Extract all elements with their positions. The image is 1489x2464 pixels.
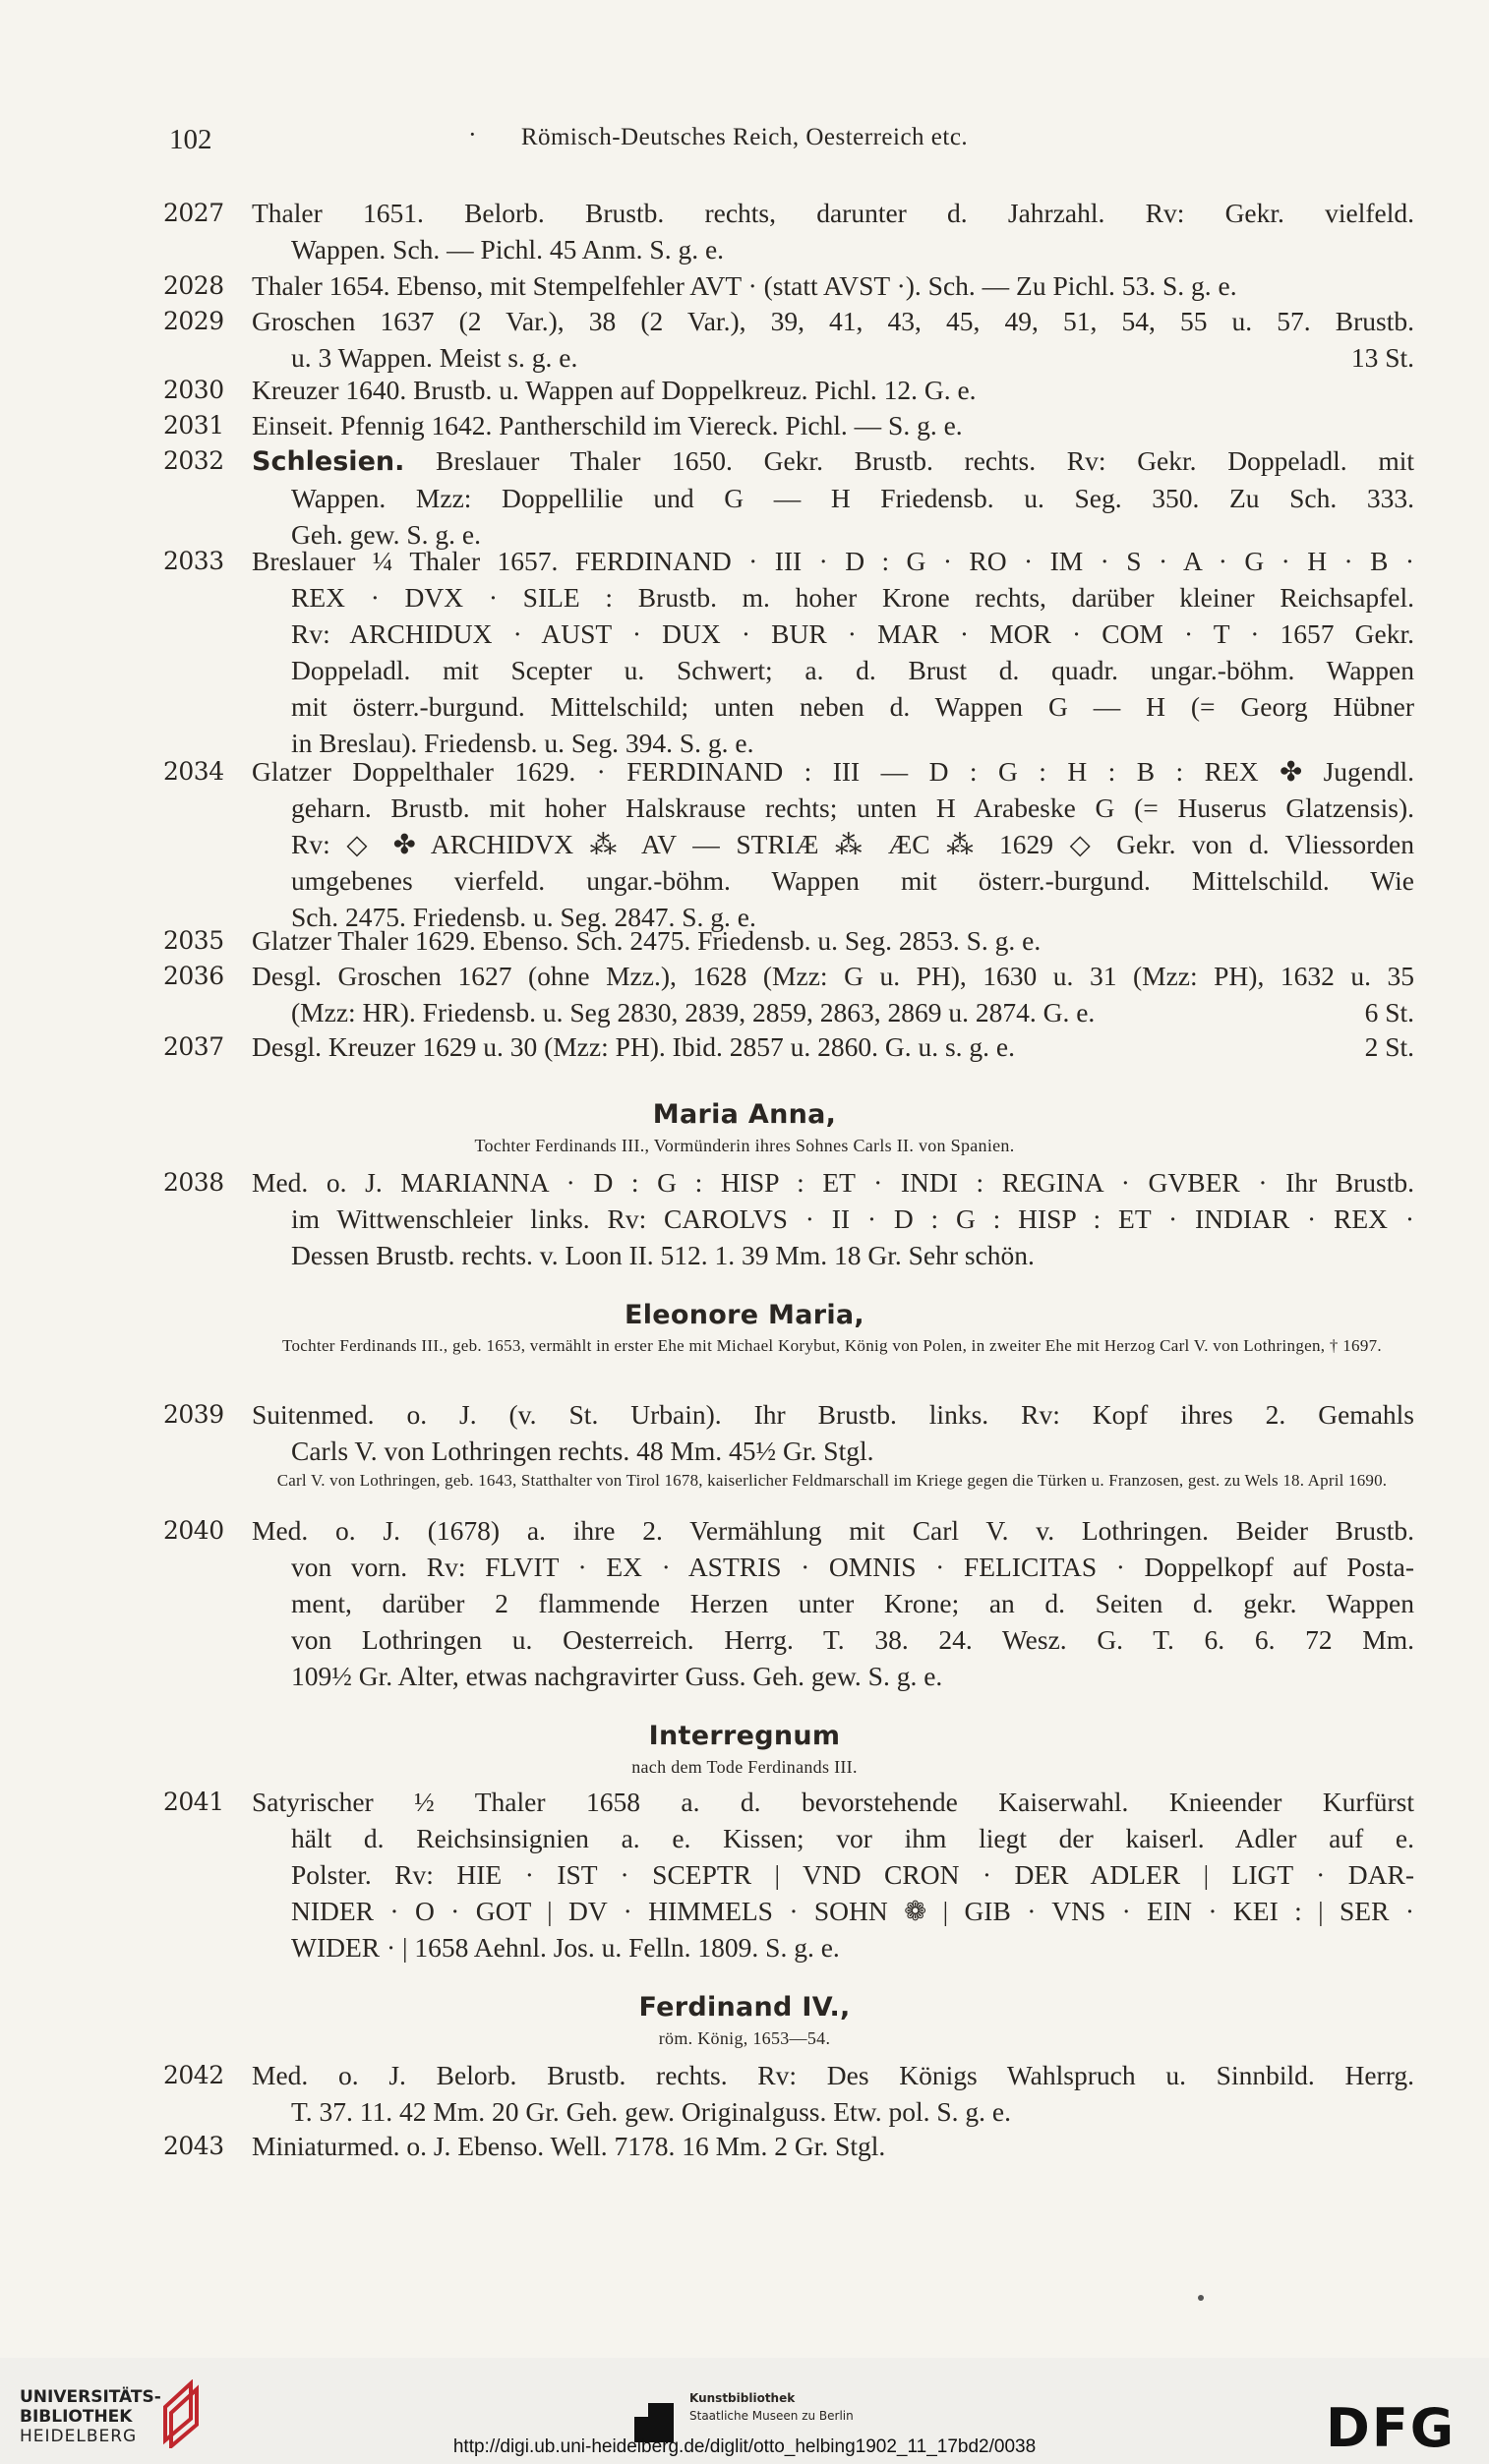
lot-number: 2029	[163, 307, 224, 335]
entry-line	[252, 442, 1414, 480]
region-heading: Schlesien.	[252, 446, 405, 477]
entry-line-text: in Breslau). Friedensb. u. Seg. 394. S. g. e.	[291, 728, 754, 758]
entry-line	[252, 1549, 1414, 1585]
catalog-entry-2038	[163, 1164, 1414, 1273]
entry-line-text: umgebenes vierfeld. ungar.-böhm. Wappen mit österr.-burgund. Mittelschild. Wie	[291, 865, 1414, 896]
entry-line	[252, 1201, 1414, 1237]
section-title: Maria Anna,	[652, 1099, 837, 1130]
entry-line-text: Med. o. J. (1678) a. ihre 2. Vermählung mit Carl V. v. Lothringen. Beider Brustb.	[252, 1515, 1414, 1546]
dfg-logo[interactable]: DFG	[1326, 2397, 1457, 2459]
catalog-entry-2041	[163, 1784, 1414, 1965]
entry-line-text: von Lothringen u. Oesterreich. Herrg. T. 38. 24. Wesz. G. T. 6. 6. 72 Mm.	[291, 1624, 1414, 1655]
lot-number: 2039	[163, 1400, 224, 1429]
entry-text	[252, 1512, 1414, 1694]
entry-text	[252, 958, 1414, 1030]
entry-line-text: Breslauer ¼ Thaler 1657. FERDINAND · III · D : G · RO · IM · S · A · G · H · B ·	[252, 546, 1414, 576]
lot-number: 2034	[163, 757, 224, 786]
entry-line	[252, 652, 1414, 688]
entry-line	[252, 267, 1414, 304]
entry-text	[252, 303, 1414, 376]
entry-line-text: Einseit. Pfennig 1642. Pantherschild im Viereck. Pichl. — S. g. e.	[252, 410, 963, 440]
section-title: Eleonore Maria,	[625, 1300, 864, 1330]
catalog-entry-2031	[163, 407, 1414, 443]
lot-number: 2037	[163, 1032, 224, 1061]
ub-line-2: BIBLIOTHEK	[20, 2407, 133, 2427]
lot-number: 2036	[163, 962, 224, 990]
page-mark	[1198, 2295, 1204, 2301]
entry-line	[252, 579, 1414, 616]
entry-line-text: Suitenmed. o. J. (v. St. Urbain). Ihr Brustb. links. Rv: Kopf ihres 2. Gemahls	[252, 1399, 1414, 1430]
entry-line	[252, 1658, 1414, 1694]
entry-line-text: Desgl. Kreuzer 1629 u. 30 (Mzz: PH). Ibid. 2857 u. 2860. G. u. s. g. e.	[252, 1031, 1015, 1062]
entry-line	[252, 1856, 1414, 1893]
entry-line	[252, 372, 1414, 408]
lot-number: 2041	[163, 1788, 224, 1816]
entry-line	[252, 922, 1414, 959]
entry-line	[252, 2128, 1414, 2164]
catalog-entry-2040	[163, 1512, 1414, 1694]
lot-number: 2033	[163, 547, 224, 575]
entry-line-text: Groschen 1637 (2 Var.), 38 (2 Var.), 39, 41, 43, 45, 49, 51, 54, 55 u. 57. Brustb.	[252, 306, 1414, 336]
entry-line-text: Doppeladl. mit Scepter u. Schwert; a. d. Brust d. quadr. ungar.-böhm. Wappen	[291, 655, 1414, 685]
entry-line-text: Rv: ARCHIDUX · AUST · DUX · BUR · MAR · MOR · COM · T · 1657 Gekr.	[291, 618, 1414, 649]
catalog-entry-2037	[163, 1028, 1414, 1065]
entry-text	[252, 372, 1414, 408]
entry-line-text: Thaler 1654. Ebenso, mit Stempelfehler AVT · (statt AVST ·). Sch. — Zu Pichl. 53. S. g. e.	[252, 270, 1237, 301]
entry-text	[252, 2057, 1414, 2130]
entry-line	[252, 1784, 1414, 1820]
lot-number: 2035	[163, 926, 224, 955]
page-header	[0, 120, 1489, 163]
entry-line-text: Desgl. Groschen 1627 (ohne Mzz.), 1628 (Mzz: G u. PH), 1630 u. 31 (Mzz: PH), 1632 u. 35	[252, 961, 1414, 991]
section-heading-interregnum	[0, 1721, 1489, 1779]
lot-number: 2040	[163, 1516, 224, 1545]
entry-line-text: Wappen. Mzz: Doppellilie und G — H Friedensb. u. Seg. 350. Zu Sch. 333.	[291, 483, 1414, 513]
piece-count: 2 St.	[1364, 1031, 1414, 1062]
catalog-entry-2029	[163, 303, 1414, 376]
entry-line-text: Rv: ◇ ✤ ARCHIDVX ⁂ AV — STRIÆ ⁂ ÆC ⁂ 1629 ◇ Gekr. von d. Vliessorden	[291, 829, 1414, 859]
entry-line-text: NIDER · O · GOT | DV · HIMMELS · SOHN ❁ | GIB · VNS · EIN · KEI : | SER ·	[291, 1896, 1414, 1926]
catalog-entry-2042	[163, 2057, 1414, 2130]
kb-line-1: Kunstbibliothek	[689, 2391, 796, 2405]
entry-line-text: Geh. gew. S. g. e.	[291, 519, 481, 550]
entry-line-text: REX · DVX · SILE : Brustb. m. hoher Krone rechts, darüber kleiner Reichsapfel.	[291, 582, 1414, 613]
lot-number: 2038	[163, 1168, 224, 1197]
catalog-entry-2027	[163, 195, 1414, 267]
entry-line-text: 109½ Gr. Alter, etwas nachgravirter Guss. Geh. gew. S. g. e.	[291, 1661, 943, 1691]
entry-text	[252, 543, 1414, 761]
entry-line-text: Thaler 1651. Belorb. Brustb. rechts, darunter d. Jahrzahl. Rv: Gekr. vielfeld.	[252, 198, 1414, 228]
entry-line-text: T. 37. 11. 42 Mm. 20 Gr. Geh. gew. Originalguss. Etw. pol. S. g. e.	[291, 2096, 1011, 2127]
entry-line-text: Breslauer Thaler 1650. Gekr. Brustb. rechts. Rv: Gekr. Doppeladl. mit	[404, 445, 1414, 476]
ub-line-3: HEIDELBERG	[20, 2427, 138, 2446]
ub-line-1: UNIVERSITÄTS-	[20, 2387, 161, 2407]
entry-line	[252, 1396, 1414, 1433]
entry-line-text: von vorn. Rv: FLVIT · EX · ASTRIS · OMNIS · FELICITAS · Doppelkopf auf Posta-	[291, 1552, 1414, 1582]
section-note: röm. König, 1653—54.	[658, 2028, 831, 2048]
entry-line-text: Satyrischer ½ Thaler 1658 a. d. bevorstehende Kaiserwahl. Knieender Kurfürst	[252, 1787, 1414, 1817]
entry-line-text: u. 3 Wappen. Meist s. g. e.	[291, 342, 578, 373]
entry-line	[252, 407, 1414, 443]
entry-line-text: Kreuzer 1640. Brustb. u. Wappen auf Doppelkreuz. Pichl. 12. G. e.	[252, 375, 977, 405]
entry-line	[252, 480, 1414, 516]
entry-line-text: (Mzz: HR). Friedensb. u. Seg 2830, 2839, 2859, 2863, 2869 u. 2874. G. e.	[291, 997, 1096, 1027]
lot-number: 2031	[163, 411, 224, 440]
entry-text	[252, 1784, 1414, 1965]
entry-text	[252, 2128, 1414, 2164]
entry-line-text: ment, darüber 2 flammende Herzen unter Krone; an d. Seiten d. gekr. Wappen	[291, 1588, 1414, 1618]
entry-text	[252, 407, 1414, 443]
entry-line	[252, 2093, 1414, 2130]
entry-line	[252, 688, 1414, 725]
entry-line	[252, 2057, 1414, 2093]
entry-line-text: Carls V. von Lothringen rechts. 48 Mm. 45½ Gr. Stgl.	[291, 1436, 874, 1466]
catalog-entry-2036	[163, 958, 1414, 1030]
entry-line-text: Miniaturmed. o. J. Ebenso. Well. 7178. 16 Mm. 2 Gr. Stgl.	[252, 2131, 886, 2161]
entry-text	[252, 1164, 1414, 1273]
entry-line-text: WIDER · | 1658 Aehnl. Jos. u. Felln. 1809. S. g. e.	[291, 1932, 840, 1963]
entry-line	[252, 1164, 1414, 1201]
piece-count: 13 St.	[1350, 342, 1414, 373]
entry-line-text: geharn. Brustb. mit hoher Halskrause rechts; unten H Arabeske G (= Huserus Glatzensis).	[291, 792, 1414, 823]
entry-line-text: Med. o. J. MARIANNA · D : G : HISP : ET · INDI : REGINA · GVBER · Ihr Brustb.	[252, 1167, 1414, 1198]
entry-line	[252, 1621, 1414, 1658]
section-heading-maria_anna	[0, 1099, 1489, 1157]
entry-line	[252, 862, 1414, 899]
entry-text	[252, 195, 1414, 267]
entry-line	[252, 1929, 1414, 1965]
piece-count: 6 St.	[1364, 997, 1414, 1027]
section-note: Tochter Ferdinands III., geb. 1653, vermählt in erster Ehe mit Michael Korybut, König von Polen, in zweiter Ehe mit Herzog Carl V. von Lothringen, † 1697.	[282, 1336, 1382, 1355]
entry-line-text: Sch. 2475. Friedensb. u. Seg. 2847. S. g. e.	[291, 902, 756, 932]
entry-line	[252, 1893, 1414, 1929]
entry-text	[252, 922, 1414, 959]
entry-line	[252, 195, 1414, 231]
entry-line-text: Med. o. J. Belorb. Brustb. rechts. Rv: Des Königs Wahlspruch u. Sinnbild. Herrg.	[252, 2060, 1414, 2090]
section-note: Tochter Ferdinands III., Vormünderin ihres Sohnes Carls II. von Spanien.	[474, 1136, 1015, 1155]
entry-line	[252, 616, 1414, 652]
entry-line-text: Polster. Rv: HIE · IST · SCEPTR | VND CRON · DER ADLER | LIGT · DAR-	[291, 1859, 1414, 1890]
entry-text	[252, 267, 1414, 304]
lot-number: 2030	[163, 376, 224, 404]
catalog-entry-2034	[163, 753, 1414, 935]
page-number: 102	[169, 124, 212, 155]
entry-line	[252, 994, 1414, 1030]
section-title: Interregnum	[648, 1721, 841, 1751]
entry-line	[252, 1820, 1414, 1856]
entry-line	[252, 543, 1414, 579]
kb-line-2: Staatliche Museen zu Berlin	[689, 2409, 854, 2423]
entry-line	[252, 231, 1414, 267]
entry-line-text: Dessen Brustb. rechts. v. Loon II. 512. 1. 39 Mm. 18 Gr. Sehr schön.	[291, 1240, 1035, 1270]
entry-line-text: Wappen. Sch. — Pichl. 45 Anm. S. g. e.	[291, 234, 725, 264]
entry-line	[252, 1433, 1414, 1469]
entry-text	[252, 442, 1414, 553]
catalog-entry-2032	[163, 442, 1414, 553]
entry-line	[252, 958, 1414, 994]
entry-text	[252, 753, 1414, 935]
entry-line-text: Glatzer Doppelthaler 1629. · FERDINAND : III — D : G : H : B : REX ✤ Jugendl.	[252, 756, 1414, 787]
section-note: nach dem Tode Ferdinands III.	[631, 1757, 858, 1777]
footnote-carl_v: Carl V. von Lothringen, geb. 1643, Statthalter von Tirol 1678, kaiserlicher Feldmarschall im Kriege gegen die Türken u. Franzosen, gest. zu Wels 18. April 1690.	[276, 1471, 1388, 1490]
lot-number: 2027	[163, 199, 224, 227]
running-title: Römisch-Deutsches Reich, Oesterreich etc.	[520, 124, 969, 150]
source-url-link[interactable]: http://digi.ub.uni-heidelberg.de/diglit/otto_helbing1902_11_17bd2/0038	[452, 2436, 1037, 2457]
entry-line	[252, 1512, 1414, 1549]
entry-line-text: Glatzer Thaler 1629. Ebenso. Sch. 2475. Friedensb. u. Seg. 2853. S. g. e.	[252, 925, 1042, 956]
entry-text	[252, 1396, 1414, 1469]
lot-number: 2043	[163, 2132, 224, 2160]
lot-number: 2032	[163, 446, 224, 475]
entry-line	[252, 339, 1414, 376]
entry-line	[252, 790, 1414, 826]
catalog-entry-2043	[163, 2128, 1414, 2164]
entry-line	[252, 1028, 1414, 1065]
entry-line-text: mit österr.-burgund. Mittelschild; unten neben d. Wappen G — H (= Georg Hübner	[291, 691, 1414, 722]
entry-line	[252, 826, 1414, 862]
section-heading-ferdinand4	[0, 1992, 1489, 2050]
catalog-entry-2039	[163, 1396, 1414, 1469]
entry-line	[252, 303, 1414, 339]
entry-line	[252, 753, 1414, 790]
footer-bar	[0, 2358, 1489, 2464]
lot-number: 2028	[163, 271, 224, 300]
lot-number: 2042	[163, 2061, 224, 2089]
entry-line	[252, 1237, 1414, 1273]
catalog-entry-2033	[163, 543, 1414, 761]
entry-line-text: hält d. Reichsinsignien a. e. Kissen; vor ihm liegt der kaiserl. Adler auf e.	[291, 1823, 1414, 1853]
entry-line	[252, 1585, 1414, 1621]
entry-text	[252, 1028, 1414, 1065]
catalog-entry-2035	[163, 922, 1414, 959]
section-heading-eleonore	[0, 1300, 1489, 1358]
header-dot: ·	[468, 120, 477, 148]
section-title: Ferdinand IV.,	[638, 1992, 851, 2023]
entry-line-text: im Wittwenschleier links. Rv: CAROLVS · II · D : G : HISP : ET · INDIAR · REX ·	[291, 1203, 1414, 1234]
catalog-entry-2028	[163, 267, 1414, 304]
catalog-entry-2030	[163, 372, 1414, 408]
